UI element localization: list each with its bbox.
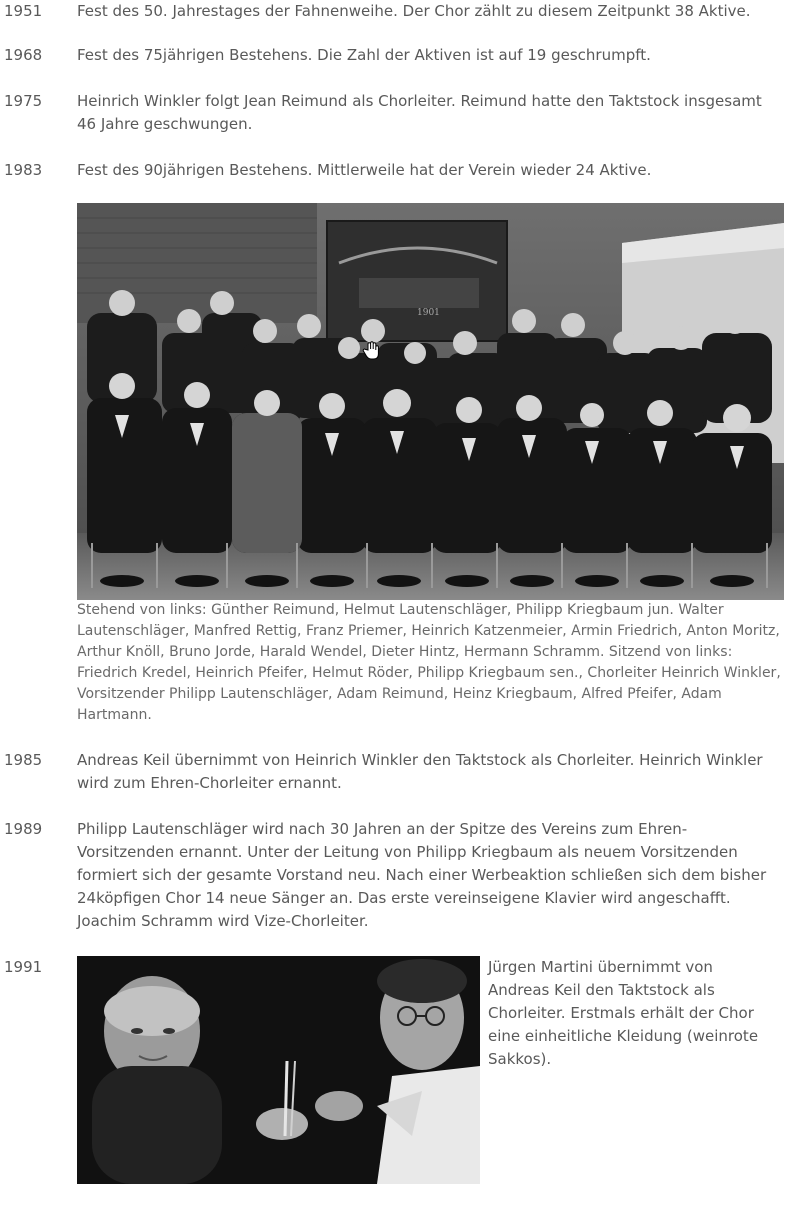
hand-cursor-icon [362, 341, 380, 361]
entry-text: Heinrich Winkler folgt Jean Reimund als Chorleiter. Reimund hatte den Taktstock insgesamt 46 Jahre geschwungen. [77, 92, 762, 133]
entry-year: 1985 [4, 751, 43, 769]
entry-text: Fest des 50. Jahrestages der Fahnenweihe. Der Chor zählt zu diesem Zeitpunkt 38 Aktive. [77, 2, 751, 20]
entry-text: Philipp Lautenschläger wird nach 30 Jahren an der Spitze des Vereins zum Ehren-Vorsitzenden ernannt. Unter der Leitung von Philipp Kriegbaum als neuem Vorsitzenden formiert sich der gesamte Vorstand neu. Nach einer Werbeaktion schließen sich dem bisher 24köpfigen Chor 14 neue Sänger an. Das erste vereinseigene Klavier wird angeschafft. Joachim Schramm wird Vize-Chorleiter. [77, 820, 767, 930]
entry-text: Fest des 75jährigen Bestehens. Die Zahl der Aktiven ist auf 19 geschrumpft. [77, 46, 651, 64]
group-photo-caption: Stehend von links: Günther Reimund, Helmut Lautenschläger, Philipp Kriegbaum jun. Walter Lautenschläger, Manfred Rettig, Franz Priemer, Heinrich Katzenmeier, Armin Friedrich, Anton Moritz, Arthur Knöll, Bruno Jorde, Harald Wendel, Dieter Hintz, Hermann Schramm. Sitzend von links: Friedrich Kredel, Heinrich Pfeifer, Helmut Röder, Philipp Kriegbaum sen., Chorleiter Heinrich Winkler, Vorsitzender Philipp Lautenschläger, Adam Reimund, Heinz Kriegbaum, Alfred Pfeifer, Adam Hartmann. [77, 602, 781, 723]
entry-year: 1968 [4, 46, 43, 64]
choir-group-photo [77, 203, 784, 600]
entry-text: Jürgen Martini übernimmt von Andreas Keil den Taktstock als Chorleiter. Erstmals erhält der Chor eine einheitliche Kleidung (weinrote Sakkos). [488, 958, 759, 1068]
entry-year: 1975 [4, 92, 43, 110]
conductor-handover-photo [77, 956, 480, 1184]
entry-text: Fest des 90jährigen Bestehens. Mittlerweile hat der Verein wieder 24 Aktive. [77, 161, 652, 179]
svg-text:1901: 1901 [417, 308, 440, 318]
entry-year: 1991 [4, 958, 43, 976]
entry-text: Andreas Keil übernimmt von Heinrich Winkler den Taktstock als Chorleiter. Heinrich Winkler wird zum Ehren-Chorleiter ernannt. [77, 751, 763, 792]
entry-year: 1951 [4, 2, 43, 20]
entry-year: 1983 [4, 161, 43, 179]
entry-year: 1989 [4, 820, 43, 838]
